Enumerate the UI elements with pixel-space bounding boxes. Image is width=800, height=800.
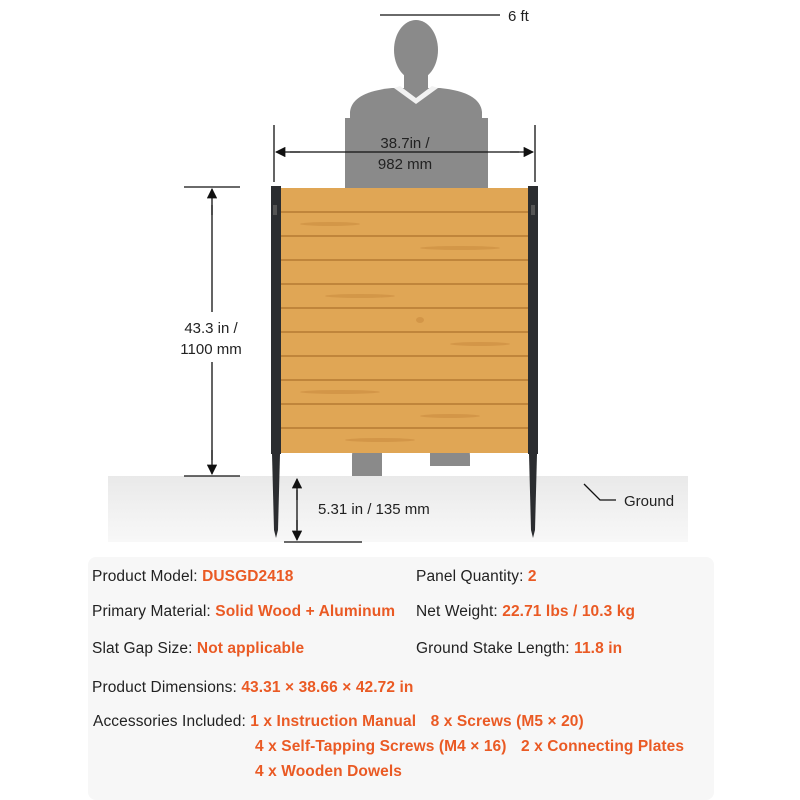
stake-label: 5.31 in / 135 mm <box>318 501 430 518</box>
spec-value: 11.8 in <box>574 640 623 657</box>
height-label-mm: 1100 mm <box>180 341 242 358</box>
spec-panel <box>88 557 714 800</box>
spec-value: DUSGD2418 <box>202 568 294 585</box>
spec-product-dimensions <box>92 679 414 697</box>
height-label-in: 43.3 in / <box>184 320 238 337</box>
spec-value: Not applicable <box>196 640 305 657</box>
spec-label: Product Model: <box>92 568 198 585</box>
spec-slat-gap <box>92 640 304 658</box>
accessory-item: 8 x Screws (M5 × 20) <box>430 713 584 730</box>
spec-panel-quantity <box>416 568 537 586</box>
spec-label: Slat Gap Size: <box>92 640 193 657</box>
spec-accessories-line-3 <box>255 763 402 781</box>
accessory-item: 1 x Instruction Manual <box>250 713 417 730</box>
spec-value: Solid Wood + Aluminum <box>215 603 396 620</box>
spec-primary-material <box>92 603 395 621</box>
spec-label: Primary Material: <box>92 603 211 620</box>
spec-accessories <box>93 713 584 731</box>
spec-value: 2 <box>527 568 537 585</box>
spec-label: Product Dimensions: <box>92 679 237 696</box>
spec-label: Accessories Included: <box>93 713 246 730</box>
spec-accessories-line-2 <box>255 738 684 756</box>
width-label-in: 38.7in / <box>380 135 430 152</box>
spec-ground-stake-length <box>416 640 622 658</box>
accessory-item: 2 x Connecting Plates <box>520 738 685 755</box>
spec-net-weight <box>416 603 635 621</box>
ground-label: Ground <box>624 493 675 510</box>
spec-value: 43.31 × 38.66 × 42.72 in <box>241 679 414 696</box>
spec-label: Net Weight: <box>416 603 498 620</box>
fence-panel <box>280 188 530 453</box>
spec-value: 22.71 lbs / 10.3 kg <box>502 603 636 620</box>
spec-product-model <box>92 568 293 586</box>
spec-label: Ground Stake Length: <box>416 640 570 657</box>
width-label-mm: 982 mm <box>377 156 433 173</box>
accessory-item: 4 x Wooden Dowels <box>255 763 402 780</box>
accessory-item: 4 x Self-Tapping Screws (M4 × 16) <box>255 738 507 755</box>
spec-label: Panel Quantity: <box>416 568 524 585</box>
person-height-label: 6 ft <box>508 8 529 25</box>
